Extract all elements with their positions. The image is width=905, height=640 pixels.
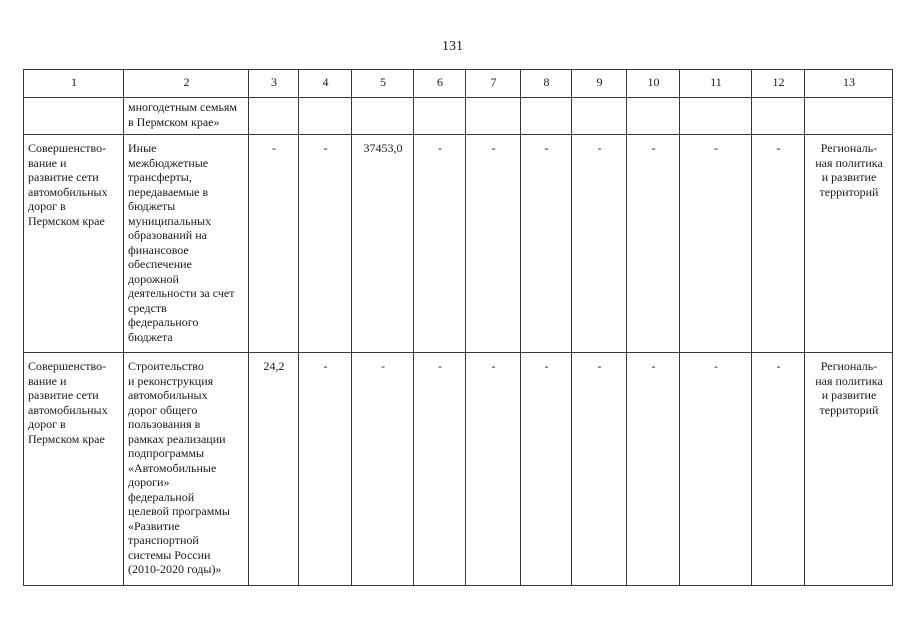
value-cell: - [680, 353, 752, 586]
table-row [24, 353, 893, 586]
value-cell: - [572, 353, 627, 586]
measure-description-continued: многодетным семьям в Пермском крае» [124, 98, 249, 135]
value-cell: - [627, 353, 680, 586]
table-cell [752, 98, 805, 135]
value-cell: - [352, 353, 414, 586]
page-number: 131 [442, 39, 463, 54]
responsible-department-cell: Региональ- ная политика и развитие территорий [805, 135, 893, 353]
table-cell [521, 98, 572, 135]
responsible-department-cell: Региональ- ная политика и развитие территорий [805, 353, 893, 586]
continuation-row [24, 98, 893, 135]
column-number: 10 [627, 70, 680, 98]
column-number: 9 [572, 70, 627, 98]
program-name-cell: Совершенство- вание и развитие сети автомобильных дорог в Пермском крае [24, 353, 124, 586]
column-number: 2 [124, 70, 249, 98]
value-cell: - [521, 135, 572, 353]
table-cell [299, 98, 352, 135]
column-number: 6 [414, 70, 466, 98]
value-cell: 24,2 [249, 353, 299, 586]
value-cell: - [299, 135, 352, 353]
table-cell [805, 98, 893, 135]
value-cell: - [414, 135, 466, 353]
column-number: 12 [752, 70, 805, 98]
value-cell: 37453,0 [352, 135, 414, 353]
table-cell [249, 98, 299, 135]
value-cell: - [627, 135, 680, 353]
column-number: 5 [352, 70, 414, 98]
value-cell: - [466, 135, 521, 353]
table-cell [24, 98, 124, 135]
column-number: 11 [680, 70, 752, 98]
column-number: 3 [249, 70, 299, 98]
table-row [24, 135, 893, 353]
budget-table [23, 69, 893, 586]
value-cell: - [752, 353, 805, 586]
column-number: 4 [299, 70, 352, 98]
value-cell: - [249, 135, 299, 353]
value-cell: - [466, 353, 521, 586]
value-cell: - [572, 135, 627, 353]
column-number-row [24, 70, 893, 98]
column-number: 1 [24, 70, 124, 98]
program-name-cell: Совершенство- вание и развитие сети автомобильных дорог в Пермском крае [24, 135, 124, 353]
column-number: 7 [466, 70, 521, 98]
table-cell [466, 98, 521, 135]
table-cell [352, 98, 414, 135]
measure-description-cell: Иные межбюджетные трансферты, передаваемые в бюджеты муниципальных образований на финансовое обеспечение дорожной деятельности за счет средств федерального бюджета [124, 135, 249, 353]
table-cell [572, 98, 627, 135]
value-cell: - [414, 353, 466, 586]
column-number: 8 [521, 70, 572, 98]
value-cell: - [680, 135, 752, 353]
value-cell: - [752, 135, 805, 353]
value-cell: - [521, 353, 572, 586]
table-cell [627, 98, 680, 135]
table-cell [680, 98, 752, 135]
column-number: 13 [805, 70, 893, 98]
measure-description-cell: Строительство и реконструкция автомобильных дорог общего пользования в рамках реализации подпрограммы «Автомобильные дороги» федеральной целевой программы «Развитие транспортной системы России (2010-2020 годы)» [124, 353, 249, 586]
value-cell: - [299, 353, 352, 586]
table-cell [414, 98, 466, 135]
